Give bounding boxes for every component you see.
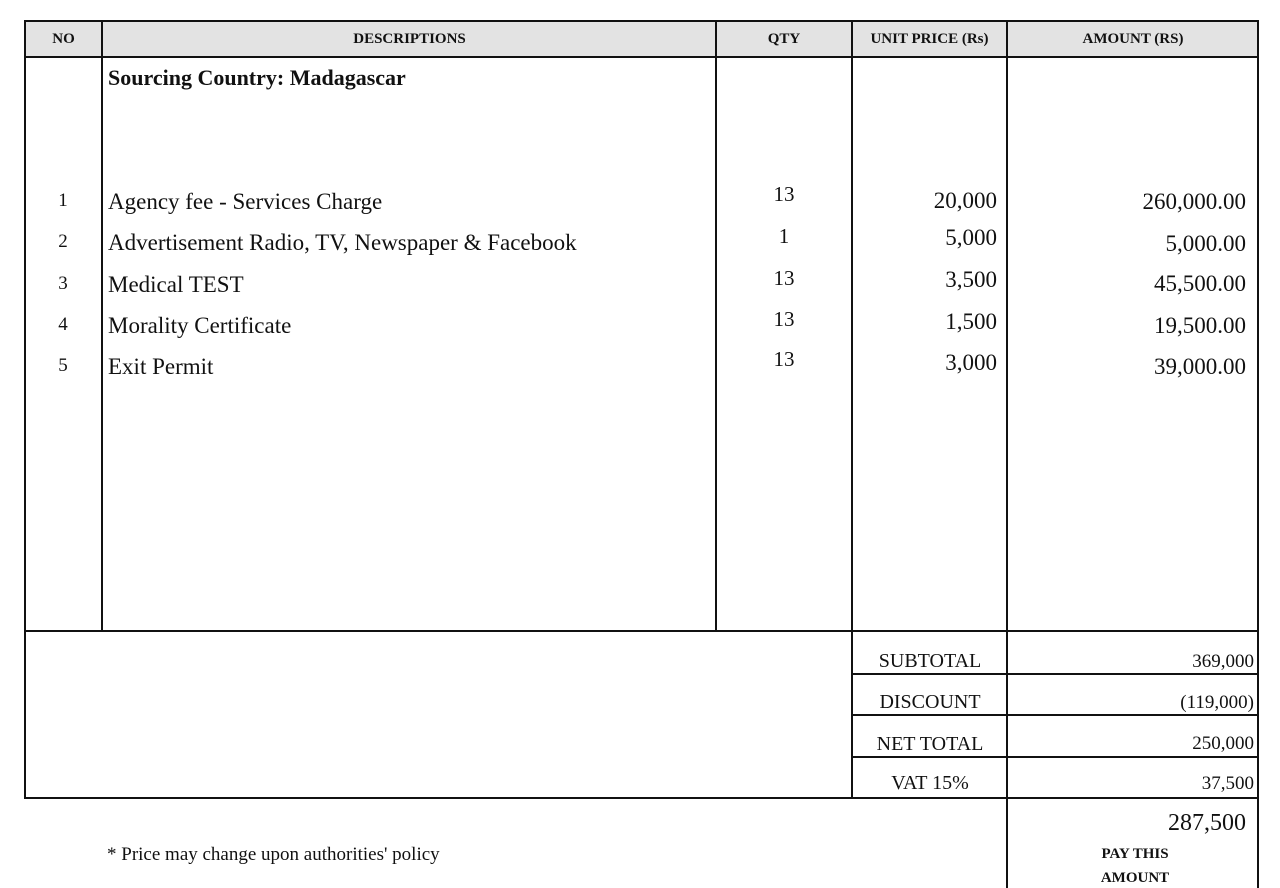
item-qty: 13 (773, 347, 795, 371)
summary-bottom-border (24, 797, 1259, 799)
footnote: * Price may change upon authorities' policy (107, 844, 440, 865)
item-unit-price: 3,000 (945, 350, 997, 375)
item-qty: 1 (778, 224, 790, 248)
item-no: 1 (58, 190, 68, 211)
sourcing-country: Sourcing Country: Madagascar (108, 65, 406, 90)
item-description: Agency fee - Services Charge (108, 189, 383, 214)
item-no: 5 (58, 355, 68, 376)
subtotal-value: 369,000 (1192, 651, 1254, 672)
item-amount: 260,000.00 (1142, 189, 1246, 214)
item-amount: 19,500.00 (1154, 313, 1246, 338)
item-no: 2 (58, 231, 68, 252)
item-description: Morality Certificate (108, 313, 292, 338)
grand-total-value: 287,500 (1168, 810, 1246, 836)
item-description: Medical TEST (108, 272, 244, 297)
subtotal-label: SUBTOTAL (878, 650, 982, 672)
net-total-label: NET TOTAL (876, 733, 984, 755)
item-description: Advertisement Radio, TV, Newspaper & Facebook (108, 230, 577, 255)
amount-label: AMOUNT (1100, 870, 1170, 886)
header-no: NO (52, 31, 75, 47)
summary-divider-2 (852, 714, 1258, 716)
item-unit-price: 3,500 (945, 267, 997, 292)
item-unit-price: 20,000 (933, 188, 997, 213)
item-no: 3 (58, 273, 68, 294)
discount-value: (119,000) (1180, 692, 1254, 713)
header-unit-price: UNIT PRICE (Rs) (870, 31, 989, 47)
item-qty: 13 (773, 307, 795, 331)
item-amount: 39,000.00 (1154, 354, 1246, 379)
vat-value: 37,500 (1201, 773, 1254, 794)
item-qty: 13 (773, 266, 795, 290)
table-left-border (24, 20, 26, 799)
net-total-value: 250,000 (1192, 733, 1254, 754)
item-amount: 45,500.00 (1154, 271, 1246, 296)
discount-label: DISCOUNT (879, 691, 981, 713)
item-qty: 13 (773, 182, 795, 206)
item-unit-price: 1,500 (945, 309, 997, 334)
item-amount: 5,000.00 (1165, 231, 1246, 256)
item-description: Exit Permit (108, 354, 214, 379)
header-bottom-border (24, 56, 1259, 58)
header-descriptions: DESCRIPTIONS (353, 31, 466, 47)
header-amount: AMOUNT (RS) (1082, 31, 1184, 47)
col-divider-no (101, 20, 103, 632)
item-unit-price: 5,000 (945, 225, 997, 250)
col-divider-qty (851, 20, 853, 799)
table-top-border (24, 20, 1259, 22)
summary-divider-1 (852, 673, 1258, 675)
item-no: 4 (58, 314, 68, 335)
header-qty: QTY (767, 31, 801, 47)
items-bottom-border (24, 630, 1259, 632)
vat-label: VAT 15% (891, 772, 969, 794)
pay-this-label: PAY THIS (1101, 846, 1169, 862)
summary-divider-3 (852, 756, 1258, 758)
